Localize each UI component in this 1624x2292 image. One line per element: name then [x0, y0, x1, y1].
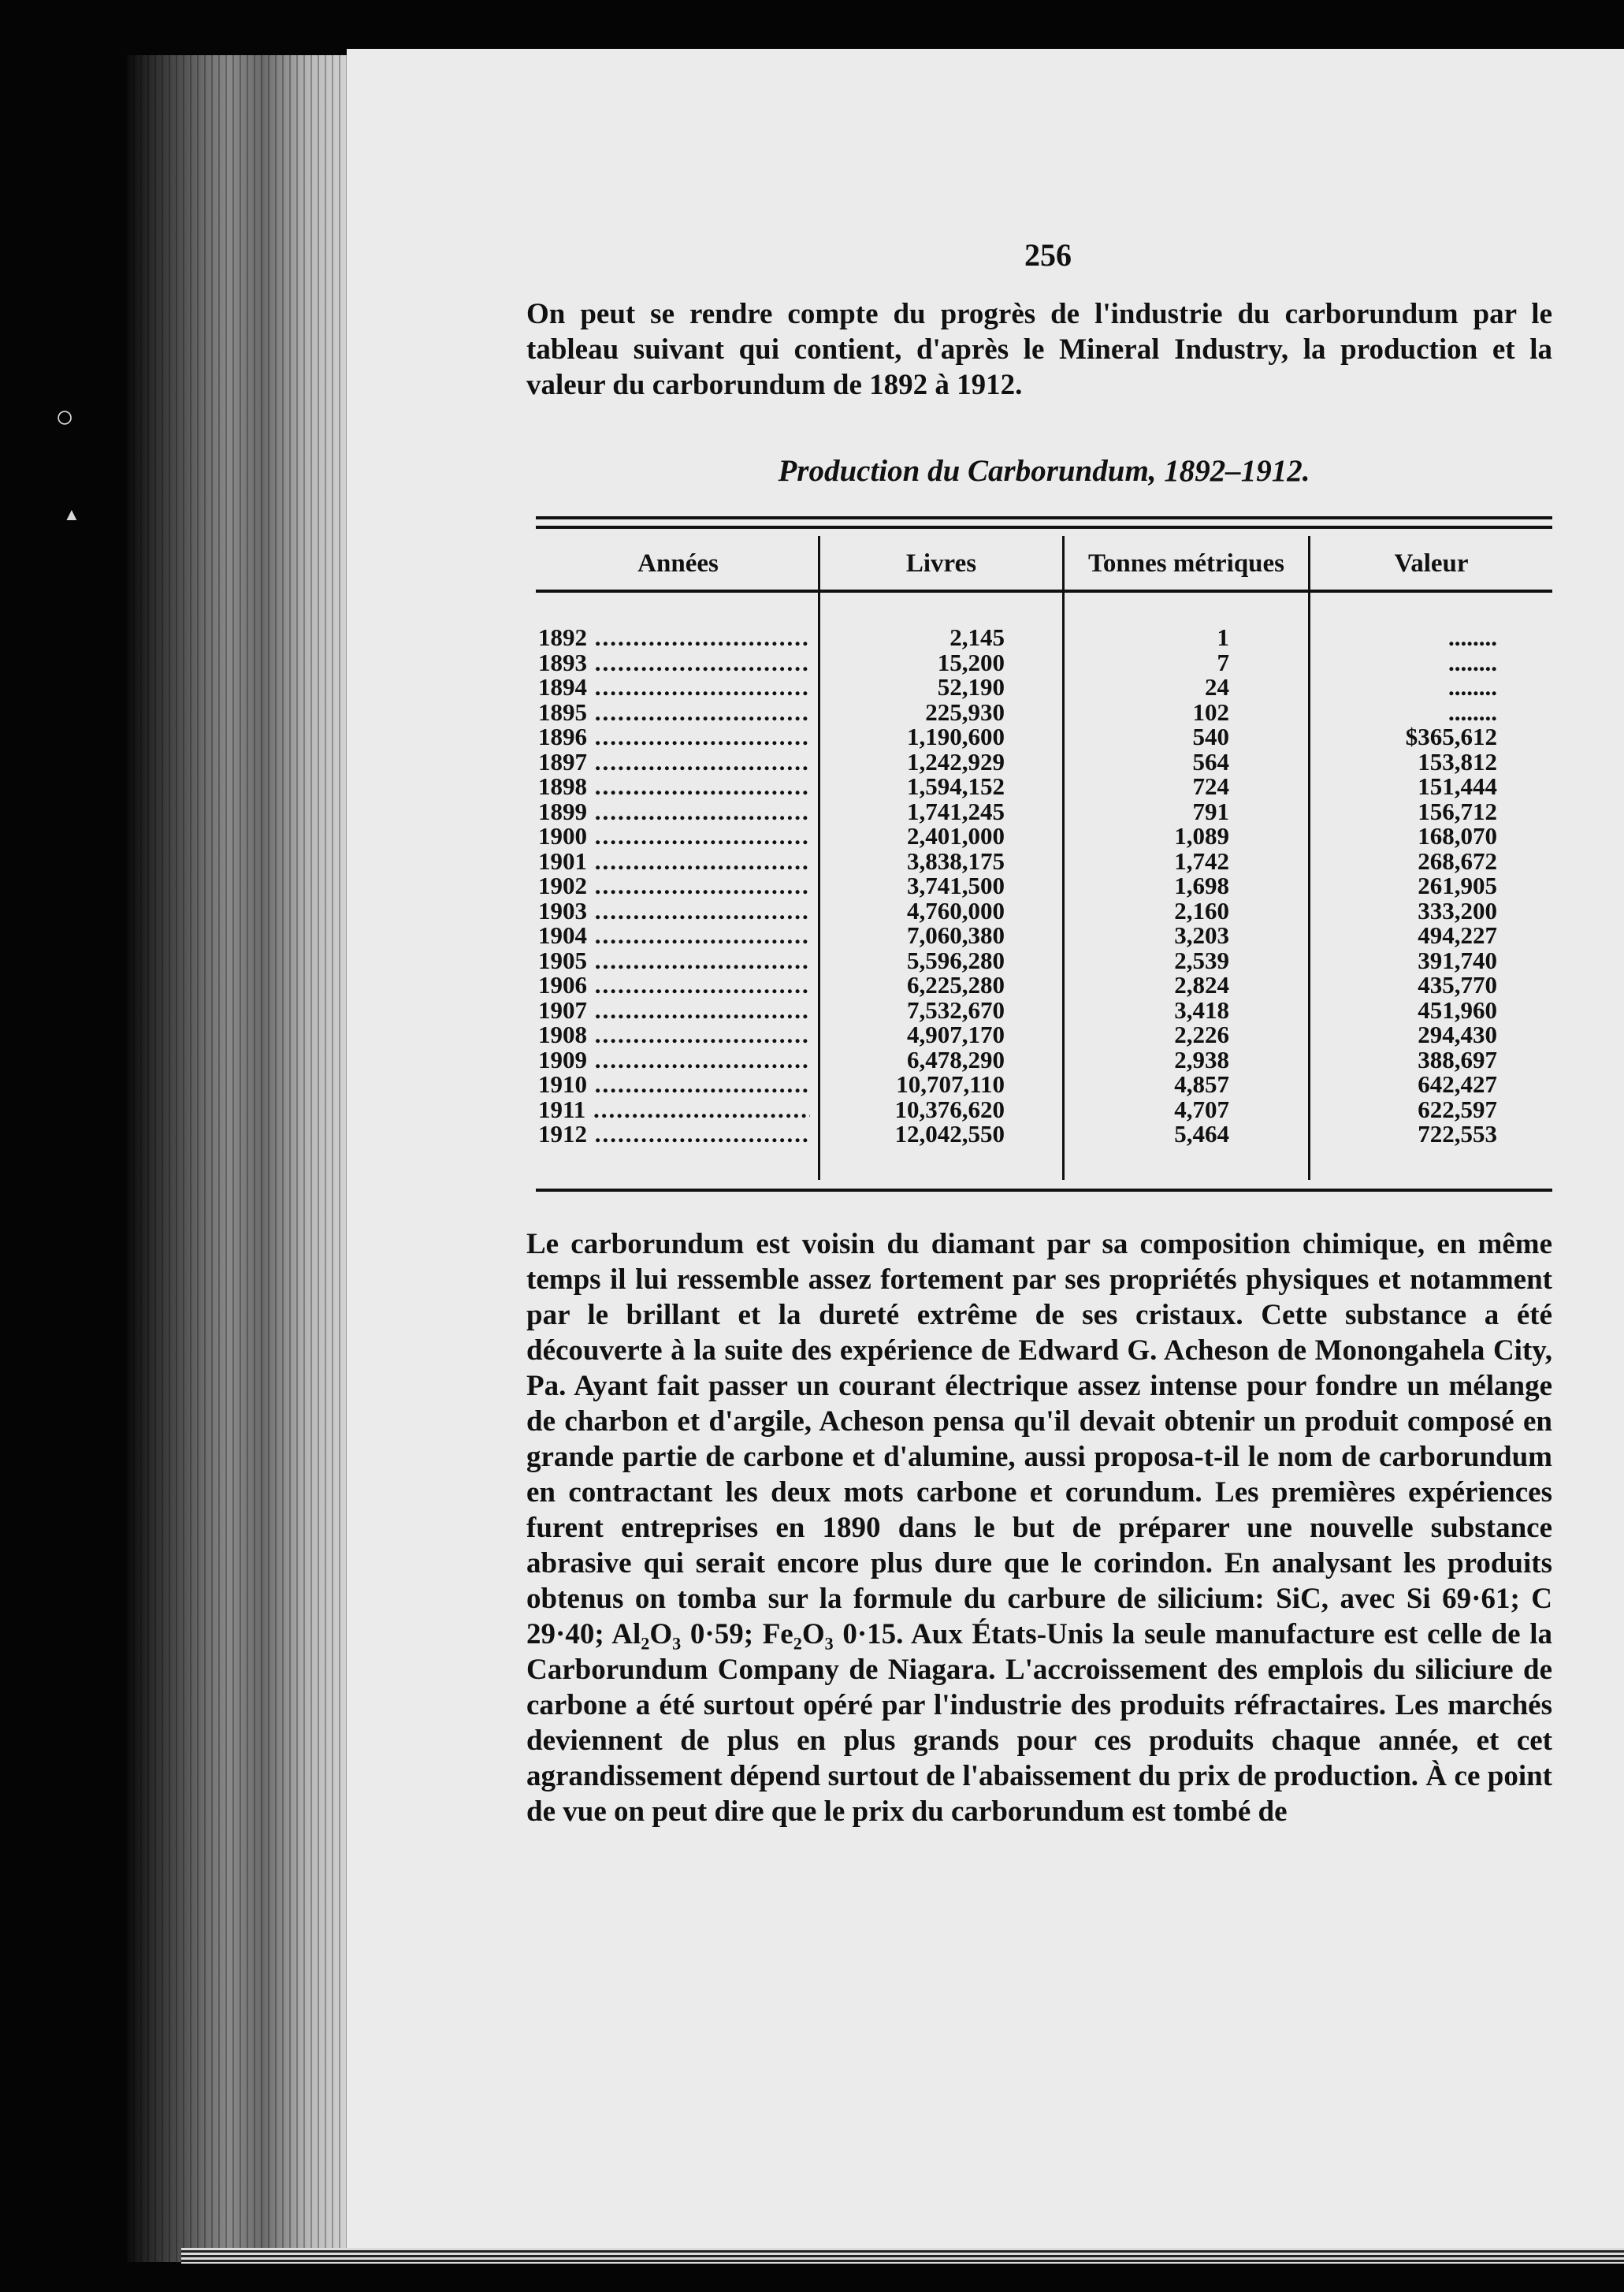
livres-cell: 52,190: [937, 673, 1005, 701]
valeur-column: [1308, 625, 1497, 1147]
valeur-cell: 391,740: [1418, 946, 1497, 974]
valeur-cell: ........: [1448, 698, 1497, 726]
year-cell: 1903 .....: [538, 899, 810, 924]
header-annees: Années: [637, 549, 719, 578]
livres-cell: 1,242,929: [907, 747, 1005, 776]
livres-cell: 3,838,175: [907, 846, 1005, 875]
livres-cell: 4,760,000: [907, 896, 1005, 925]
tonnes-column: [1072, 625, 1229, 1147]
livres-cell: 7,060,380: [907, 921, 1005, 949]
table-bottom-rule: [536, 1189, 1552, 1192]
valeur-cell: 153,812: [1418, 747, 1497, 776]
year-cell: 1911 .....: [538, 1097, 810, 1122]
table-top-rule: [536, 516, 1552, 519]
valeur-cell: $365,612: [1405, 723, 1497, 750]
year-cell: 1907 .....: [538, 998, 810, 1023]
livres-cell: 1,594,152: [907, 772, 1005, 800]
tonnes-cell: 24: [1205, 673, 1229, 701]
tonnes-cell: 1,742: [1174, 846, 1229, 875]
livres-column: [819, 625, 1005, 1147]
livres-cell: 3,741,500: [907, 872, 1005, 899]
tonnes-cell: 2,824: [1174, 971, 1229, 999]
year-cell: 1896 .....: [538, 724, 810, 750]
valeur-cell: 156,712: [1418, 797, 1497, 825]
tonnes-cell: 791: [1192, 797, 1229, 825]
body-paragraph: Le carborundum est voisin du diamant par sa composition chimique, en même temps il lui ressemble assez fortement par ses propriétés physiques et notamment par le brillant et la dureté extrême de ses cristaux. Cette substance a été découverte à la suite des expérience de Edward G. Acheson de Monongahela City, Pa. Ayant fait passer un courant électrique assez intense pour fondre un mélange de charbon et d'argile, Acheson pensa qu'il devait obtenir un produit composé en grande partie de carbone et d'alumine, aussi proposa-t-il le nom de carborundum en contractant les deux mots carbone et corundum. Les premières expériences furent entreprises en 1890 dans le but de préparer une nouvelle substance abrasive qui serait encore plus dure que le corindon. En analysant les produits obtenus on tomba sur la formule du carbure de silicium: SiC, avec Si 69·61; C 29·40; Al₂O₃ 0·59; Fe₂O₃ 0·15. Aux États-Unis la seule manufacture est celle de la Carborundum Company de Niagara. L'accroissement des emplois du siliciure de carbone a été surtout opéré par l'industrie des produits réfractaires. Les marchés deviennent de plus en plus grands pour ces produits chaque année, et cet agrandissement dépend surtout de l'abaissement du prix de production. À ce point de vue on peut dire que le prix du carborundum est tombé de: [526, 1228, 1552, 1828]
bottom-edge-rules: [181, 2248, 1624, 2264]
valeur-cell: 168,070: [1418, 822, 1497, 850]
valeur-cell: 451,960: [1418, 995, 1497, 1024]
livres-cell: 1,741,245: [907, 797, 1005, 825]
header-tonnes: Tonnes métriques: [1087, 549, 1285, 578]
year-cell: 1906 .....: [538, 973, 810, 998]
tonnes-cell: 5,464: [1174, 1120, 1229, 1148]
livres-cell: 10,707,110: [896, 1070, 1005, 1098]
valeur-cell: 294,430: [1418, 1021, 1497, 1048]
year-cell: 1902 .....: [538, 873, 810, 899]
years-column: [538, 625, 810, 1147]
livres-cell: 5,596,280: [907, 946, 1005, 974]
livres-cell: 15,200: [937, 648, 1005, 676]
livres-cell: 6,478,290: [907, 1045, 1005, 1073]
valeur-cell: ........: [1448, 648, 1497, 676]
livres-cell: 2,401,000: [907, 822, 1005, 850]
margin-mark: ○: [55, 399, 75, 434]
valeur-cell: 435,770: [1418, 971, 1497, 999]
margin-mark: ▲: [63, 504, 80, 524]
tonnes-cell: 4,707: [1174, 1095, 1229, 1123]
year-cell: 1898 .....: [538, 774, 810, 799]
livres-cell: 7,532,670: [907, 995, 1005, 1024]
header-valeur: Valeur: [1394, 549, 1469, 578]
tonnes-cell: 2,938: [1174, 1045, 1229, 1073]
tonnes-cell: 2,539: [1174, 946, 1229, 974]
year-cell: 1899 .....: [538, 799, 810, 824]
page-number: 256: [1024, 237, 1072, 273]
livres-cell: 10,376,620: [894, 1095, 1005, 1123]
year-cell: 1909 .....: [538, 1047, 810, 1073]
valeur-cell: 642,427: [1418, 1070, 1497, 1098]
tonnes-cell: 2,226: [1174, 1021, 1229, 1048]
valeur-cell: ........: [1448, 673, 1497, 701]
tonnes-cell: 4,857: [1174, 1070, 1229, 1098]
tonnes-cell: 3,203: [1174, 921, 1229, 949]
column-divider: [1062, 536, 1065, 1180]
tonnes-cell: 1: [1217, 623, 1229, 651]
year-cell: 1901 .....: [538, 849, 810, 874]
livres-cell: 2,145: [950, 623, 1005, 651]
tonnes-cell: 7: [1217, 648, 1229, 676]
valeur-cell: 151,444: [1418, 772, 1497, 800]
valeur-cell: 494,227: [1418, 921, 1497, 949]
valeur-cell: 261,905: [1418, 872, 1497, 899]
header-livres: Livres: [905, 549, 977, 578]
valeur-cell: 388,697: [1418, 1045, 1497, 1073]
valeur-cell: ........: [1448, 623, 1497, 651]
year-cell: 1892 .....: [538, 625, 810, 650]
livres-cell: 4,907,170: [907, 1021, 1005, 1048]
table-top-rule: [536, 526, 1552, 529]
tonnes-cell: 2,160: [1174, 896, 1229, 925]
livres-cell: 225,930: [925, 698, 1005, 726]
year-cell: 1893 .....: [538, 650, 810, 675]
livres-cell: 1,190,600: [907, 723, 1005, 750]
book-spine: [126, 55, 355, 2262]
table-header-rule: [536, 590, 1552, 593]
tonnes-cell: 1,698: [1174, 872, 1229, 899]
year-cell: 1905 .....: [538, 948, 810, 973]
year-cell: 1897 .....: [538, 750, 810, 775]
year-cell: 1908 .....: [538, 1022, 810, 1047]
tonnes-cell: 540: [1192, 723, 1229, 750]
valeur-cell: 622,597: [1418, 1095, 1497, 1123]
valeur-cell: 268,672: [1418, 846, 1497, 875]
livres-cell: 6,225,280: [907, 971, 1005, 999]
year-cell: 1910 .....: [538, 1072, 810, 1097]
tonnes-cell: 564: [1192, 747, 1229, 776]
year-cell: 1912 .....: [538, 1122, 810, 1147]
tonnes-cell: 3,418: [1174, 995, 1229, 1024]
year-cell: 1894 .....: [538, 675, 810, 700]
tonnes-cell: 102: [1192, 698, 1229, 726]
intro-paragraph: On peut se rendre compte du progrès de l'industrie du carborundum par le tableau suivant qui contient, d'après le Mineral Industry, la production et la valeur du carborundum de 1892 à 1912.: [526, 298, 1552, 401]
year-cell: 1895 .....: [538, 700, 810, 725]
tonnes-cell: 1,089: [1174, 822, 1229, 850]
tonnes-cell: 724: [1192, 772, 1229, 800]
table-caption: Production du Carborundum, 1892–1912.: [778, 454, 1310, 488]
year-cell: 1904 .....: [538, 923, 810, 948]
year-cell: 1900 .....: [538, 824, 810, 849]
valeur-cell: 333,200: [1418, 896, 1497, 925]
valeur-cell: 722,553: [1418, 1120, 1497, 1148]
livres-cell: 12,042,550: [894, 1120, 1005, 1148]
